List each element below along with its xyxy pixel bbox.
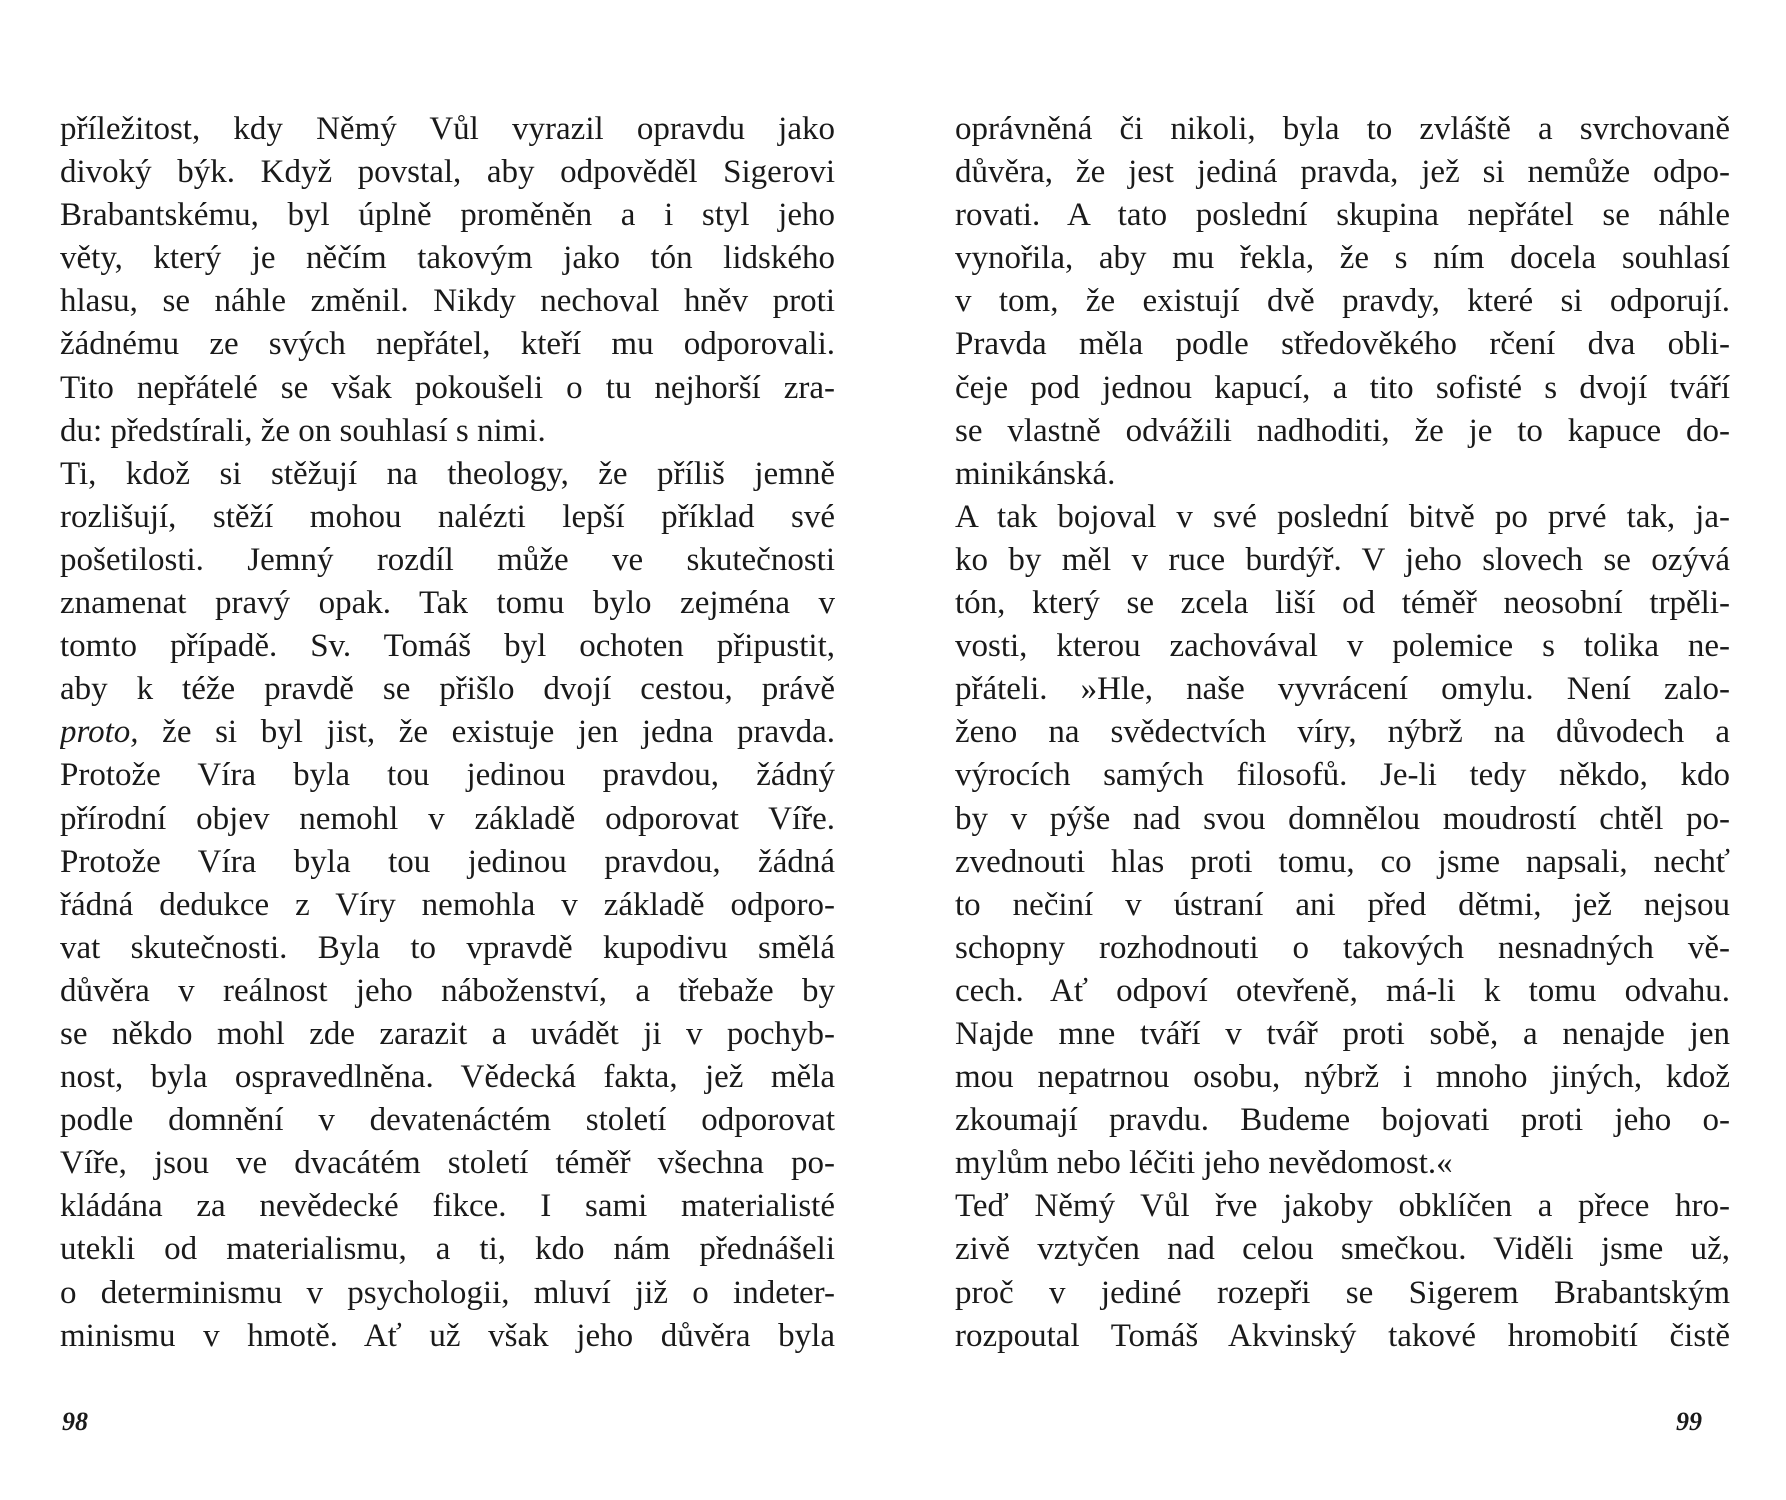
text-line: to nečiní v ústraní ani před dětmi, jež nejsou — [955, 886, 1730, 923]
text-line: by v pýše nad svou domnělou moudrostí chtěl po- — [955, 800, 1730, 837]
text-line: Brabantskému, byl úplně proměněn a i styl jeho — [60, 197, 835, 234]
text-line: rovati. A tato poslední skupina nepřátel se náhle — [955, 197, 1730, 234]
text-line: rozlišují, stěží mohou nalézti lepší příklad své — [60, 498, 835, 535]
text-line-with-italic — [60, 711, 835, 754]
text-line: aby k téže pravdě se přišlo dvojí cestou, právě — [60, 671, 835, 708]
text-line: rozpoutal Tomáš Akvinský takové hromobití čistě — [955, 1317, 1730, 1354]
text-line: o determinismu v psychologii, mluví již o indeter- — [60, 1274, 835, 1311]
text-line: proč v jediné rozepři se Sigerem Brabantským — [955, 1274, 1730, 1311]
text-line: minismu v hmotě. Ať už však jeho důvěra byla — [60, 1317, 835, 1354]
text-line: čeje pod jednou kapucí, a tito sofisté s dvojí tváří — [955, 369, 1730, 406]
text-line: hlasu, se náhle změnil. Nikdy nechoval hněv proti — [60, 283, 835, 320]
page-number-left: 98 — [62, 1407, 88, 1436]
right-page — [955, 108, 1730, 1358]
text-line: se vlastně odvážili nadhoditi, že je to kapuce do- — [955, 412, 1730, 449]
text-line: mou nepatrnou osobu, nýbrž i mnoho jiných, kdož — [955, 1059, 1730, 1096]
text-line: ženo na svědectvích víry, nýbrž na důvodech a — [955, 714, 1730, 751]
text-line: žádnému ze svých nepřátel, kteří mu odporovali. — [60, 326, 835, 363]
text-line: Tito nepřátelé se však pokoušeli o tu nejhorší zra- — [60, 369, 835, 406]
text-line: příležitost, kdy Němý Vůl vyrazil opravdu jako — [60, 111, 835, 147]
text-line: podle domnění v devatenáctém století odporovat — [60, 1102, 835, 1139]
text-line: zvednouti hlas proti tomu, co jsme napsali, nechť — [955, 843, 1730, 880]
text-line: se někdo mohl zde zarazit a uvádět ji v pochyb- — [60, 1015, 835, 1052]
text-line: nost, byla ospravedlněna. Vědecká fakta, jež měla — [60, 1059, 835, 1096]
text-line: A tak bojoval v své poslední bitvě po prvé tak, ja- — [955, 498, 1730, 535]
text-line: schopny rozhodnouti o takových nesnadných vě- — [955, 929, 1730, 966]
text-line: důvěra v reálnost jeho náboženství, a třebaže by — [60, 972, 835, 1009]
left-page — [60, 108, 835, 1358]
text-line: utekli od materialismu, a ti, kdo nám přednášeli — [60, 1231, 835, 1268]
text-line: Najde mne tváří v tvář proti sobě, a nenajde jen — [955, 1015, 1730, 1052]
text-line: tomto případě. Sv. Tomáš byl ochoten připustit, — [60, 628, 835, 665]
text-line: řádná dedukce z Víry nemohla v základě odporo- — [60, 886, 835, 923]
text-line: mylům nebo léčiti jeho nevědomost.« — [955, 1145, 1453, 1182]
text-line: Víře, jsou ve dvacátém století téměř všechna po- — [60, 1145, 835, 1182]
text-line: ko by měl v ruce burdýř. V jeho slovech se ozývá — [955, 541, 1730, 578]
italic-word: proto, — [60, 714, 139, 751]
text-line: tón, který se zcela liší od téměř neosobní trpěli- — [955, 585, 1730, 622]
text-line: minikánská. — [955, 455, 1116, 492]
text-line: vat skutečnosti. Byla to vpravdě kupodivu smělá — [60, 929, 835, 966]
text-line: znamenat pravý opak. Tak tomu bylo zejména v — [60, 585, 835, 622]
text-line: přírodní objev nemohl v základě odporovat Víře. — [60, 800, 835, 837]
text-fragment: že si byl jist, že existuje jen jedna pravda. — [138, 714, 835, 751]
text-line: přáteli. »Hle, naše vyvrácení omylu. Není zalo- — [955, 671, 1730, 708]
text-line: výrocích samých filosofů. Je-li tedy někdo, kdo — [955, 757, 1730, 794]
text-line: vynořila, aby mu řekla, že s ním docela souhlasí — [955, 240, 1730, 277]
text-line: Pravda měla podle středověkého rčení dva obli- — [955, 326, 1730, 363]
text-line: důvěra, že jest jediná pravda, jež si nemůže odpo- — [955, 154, 1730, 191]
text-line: du: předstírali, že on souhlasí s nimi. — [60, 412, 546, 449]
text-line: Protože Víra byla tou jedinou pravdou, žádný — [60, 757, 835, 794]
text-line: divoký býk. Když povstal, aby odpověděl Sigerovi — [60, 154, 835, 191]
text-line: zkoumají pravdu. Budeme bojovati proti jeho o- — [955, 1102, 1730, 1139]
text-line: pošetilosti. Jemný rozdíl může ve skutečnosti — [60, 541, 835, 578]
page-number-right: 99 — [1676, 1407, 1702, 1436]
text-line: Teď Němý Vůl řve jakoby obklíčen a přece hro- — [955, 1188, 1730, 1225]
text-line: cech. Ať odpoví otevřeně, má-li k tomu odvahu. — [955, 972, 1730, 1009]
text-line: Protože Víra byla tou jedinou pravdou, žádná — [60, 843, 835, 880]
text-line: v tom, že existují dvě pravdy, které si odporují. — [955, 283, 1730, 320]
text-line: kládána za nevědecké fikce. I sami materialisté — [60, 1188, 835, 1225]
text-line: zivě vztyčen nad celou smečkou. Viděli jsme už, — [955, 1231, 1730, 1268]
text-line: vosti, kterou zachovával v polemice s tolika ne- — [955, 628, 1730, 665]
text-line: věty, který je něčím takovým jako tón lidského — [60, 240, 835, 277]
text-line: Ti, kdož si stěžují na theology, že příliš jemně — [60, 455, 835, 492]
text-line: oprávněná či nikoli, byla to zvláště a svrchovaně — [955, 111, 1730, 147]
